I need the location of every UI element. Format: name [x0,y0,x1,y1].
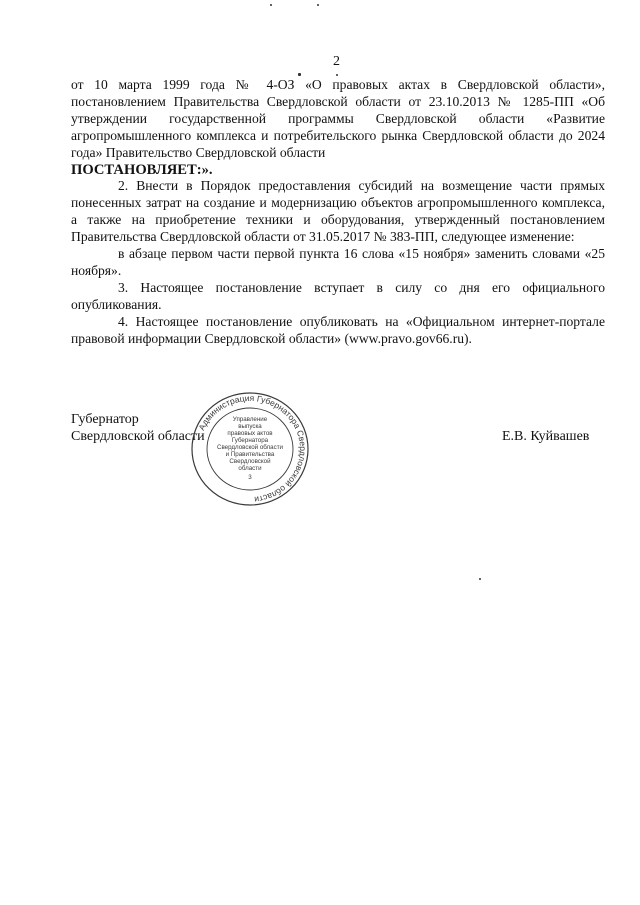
paragraph-item-2: 2. Внести в Порядок предоставления субсидий на возмещение части прямых понесенных затрат на создание и модернизацию объектов агропромышленного комплекса, а также на приобретение техники и оборудования, утвержденный постановлением Правительства Свердловской области от 31.05.2017 № 383-ПП, следующее изменение: [71,178,605,245]
seal-line-8: области [238,465,262,472]
paragraph-legal-basis: от 10 марта 1999 года № 4-ОЗ «О правовых актах в Свердловской области», постановлением Правительства Свердловской области от 23.10.2013 № 1285-ПП «Об утверждении государственной программы Свердловской области «Развитие агропромышленного комплекса и потребительского рынка Свердловской области до 2024 года» Правительство Свердловской области [71,77,605,160]
seal-line-6: и Правительства [225,451,275,458]
signatory-position [71,412,205,445]
seal-line-4: Губернатора [231,437,269,444]
scan-speck [479,578,481,580]
scan-speck [317,4,319,6]
resolves-heading: ПОСТАНОВЛЯЕТ:». [71,161,213,178]
seal-ring-text: Администрация Губернатора Свердловской области [196,392,309,505]
page-number: 2 [333,54,340,69]
seal-number: 3 [248,474,252,481]
signatory-region: Свердловской области [71,428,205,444]
seal-line-2: выпуска [238,423,262,430]
paragraph-item-4: 4. Настоящее постановление опубликовать на «Официальном интернет-портале правовой информации Свердловской области» (www.pravo.gov66.ru). [71,313,605,346]
seal-line-7: Свердловской [229,458,271,465]
seal-line-3: правовых актов [227,430,273,437]
paragraph-item-3: 3. Настоящее постановление вступает в силу со дня его официального опубликования. [71,279,605,312]
paragraph-amendment: в абзаце первом части первой пункта 16 слова «15 ноября» заменить словами «25 ноября». [71,246,605,278]
signatory-name: Е.В. Куйвашев [502,429,590,444]
scan-speck [336,74,338,76]
scan-speck [298,73,301,76]
seal-line-1: Управление [232,416,268,423]
official-seal [190,391,310,507]
seal-line-5: Свердловской области [216,444,284,451]
document-body [71,77,605,348]
signatory-title: Губернатор [71,412,139,427]
scan-speck [270,4,272,6]
